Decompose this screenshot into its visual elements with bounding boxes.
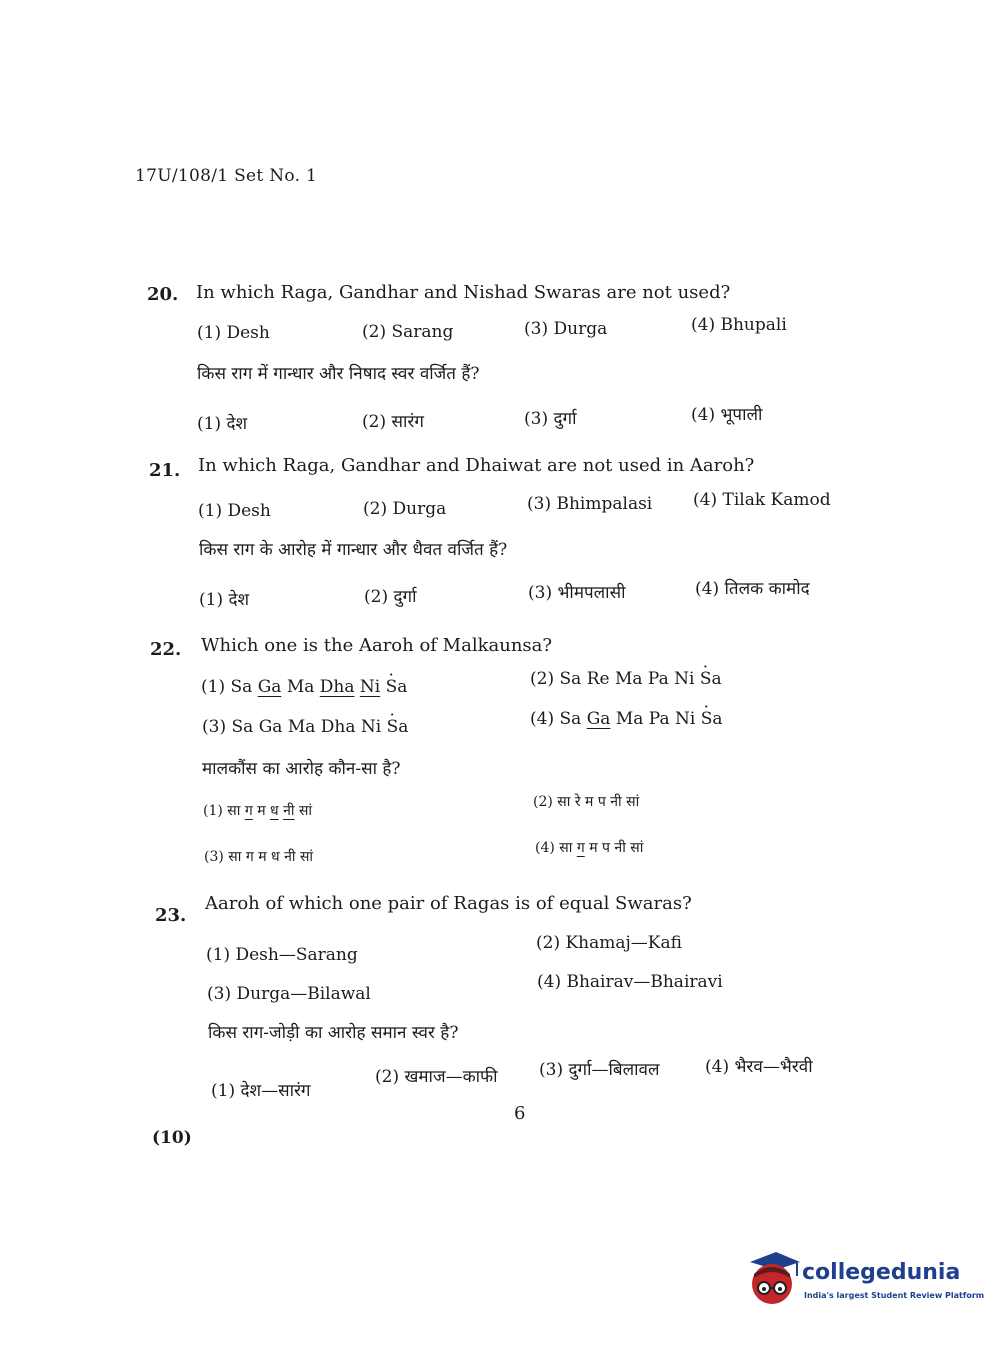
question-text-hi: मालकौंस का आरोह कौन-सा है? [202,759,401,779]
option-2-en: (2) Durga [363,499,447,519]
note: Re [586,669,610,689]
option-4-en: (4) Bhairav—Bhairavi [537,972,723,992]
marks-label: (10) [152,1128,192,1148]
option-2-en [530,669,722,689]
note: म [257,803,266,819]
note-taar: · Sa [700,669,722,689]
option-number: (3) [204,849,224,865]
question-number: 22. [150,639,182,660]
note: Ma [286,677,315,697]
note: म [258,849,267,865]
note-taar: · Sa [387,717,409,737]
note: म [585,794,594,810]
option-1-hi: (1) देश [197,414,248,434]
question-text-en: Which one is the Aaroh of Malkaunsa? [201,635,553,656]
note: Sa [231,717,254,737]
option-4-en: (4) Bhupali [691,315,787,335]
option-3-en: (3) Durga [524,319,608,339]
note-komal: ग [576,840,585,856]
option-number: (1) [203,803,223,819]
option-number: (2) [533,794,553,810]
option-2-hi: (2) सारंग [362,412,424,432]
option-3-hi: (3) दुर्गा—बिलावल [539,1060,660,1080]
note: सा [557,794,571,810]
note: प [597,794,606,810]
note-taar: · Sa [386,677,408,697]
note: ध [271,849,280,865]
option-number: (2) [530,669,555,689]
option-3-hi: (3) दुर्गा [524,409,577,429]
note: Pa [647,669,669,689]
note: सां [298,803,313,819]
note-komal: Ni [359,677,381,697]
option-number: (4) [535,840,555,856]
option-1-hi: (1) देश [199,590,250,610]
option-4-en: (4) Tilak Kamod [693,490,831,510]
option-number: (1) [201,677,226,697]
question-number: 23. [155,905,187,926]
note-komal: ध [270,803,279,819]
question-number: 21. [149,460,181,481]
note: Ga [258,717,283,737]
option-4-hi: (4) तिलक कामोद [695,579,810,599]
note: प [602,840,610,856]
option-3-en: (3) Bhimpalasi [527,494,653,514]
collegedunia-logo [742,1248,985,1318]
note-taar: · Sa [701,709,723,729]
option-number: (3) [202,717,227,737]
mascot-icon [742,1248,802,1310]
note: सा [227,803,241,819]
brand-name: collegedunia [802,1260,961,1285]
note: सां [630,840,644,856]
option-3-en [202,717,408,737]
option-2-en: (2) Sarang [362,322,454,342]
note: सा [228,849,242,865]
note: ग [245,849,254,865]
note: Sa [559,669,582,689]
option-1-hi: (1) देश—सारंग [211,1081,311,1101]
page-number: 6 [514,1103,526,1124]
note: रे [574,794,581,810]
note-komal: ग [244,803,253,819]
note: सां [299,849,314,865]
question-text-hi: किस राग-जोड़ी का आरोह समान स्वर है? [208,1023,459,1043]
set-code: 17U/108/1 Set No. 1 [135,166,318,186]
note: Ni [674,669,695,689]
option-1-en: (1) Desh [197,323,270,343]
brand-tagline: India's largest Student Review Platform [804,1291,985,1300]
note: Ni [674,709,696,729]
option-2-hi: (2) खमाज—काफी [375,1067,498,1087]
option-2-en: (2) Khamaj—Kafi [536,933,682,953]
option-2-hi [533,792,639,811]
note: Ma [614,669,643,689]
note: Ma [615,709,644,729]
question-number: 20. [147,284,179,305]
note-komal: Ga [257,677,282,697]
question-text-en: In which Raga, Gandhar and Nishad Swaras are not used? [196,282,731,303]
option-2-hi: (2) दुर्गा [364,587,417,607]
option-1-hi [203,801,312,820]
note: Sa [230,677,253,697]
note-komal: Ga [586,709,611,729]
note: नी [284,849,296,865]
option-3-en: (3) Durga—Bilawal [207,984,371,1004]
option-1-en: (1) Desh [198,501,271,521]
question-text-hi: किस राग में गान्धार और निषाद स्वर वर्जित हैं? [197,364,480,384]
option-4-hi: (4) भैरव—भैरवी [705,1057,813,1077]
note: Ma [287,717,316,737]
note: Ni [360,717,382,737]
note: म [589,840,598,856]
option-1-en [201,677,407,697]
option-number: (4) [530,709,555,729]
note: Pa [648,709,670,729]
option-4-hi [535,838,643,857]
note: Dha [320,717,356,737]
note: नी [614,840,626,856]
note: सां [626,794,640,810]
option-3-hi: (3) भीमपलासी [528,583,626,603]
option-4-en [530,709,722,729]
note: Sa [559,709,582,729]
question-text-en: In which Raga, Gandhar and Dhaiwat are not used in Aaroh? [198,455,755,476]
option-3-hi [204,847,313,866]
note: नी [610,794,622,810]
question-text-hi: किस राग के आरोह में गान्धार और धैवत वर्जित हैं? [199,540,508,560]
question-text-en: Aaroh of which one pair of Ragas is of equal Swaras? [205,893,692,914]
option-4-hi: (4) भूपाली [691,405,763,425]
option-1-en: (1) Desh—Sarang [206,945,358,965]
note: सा [559,840,573,856]
note-komal: Dha [319,677,355,697]
note-komal: नी [283,803,295,819]
